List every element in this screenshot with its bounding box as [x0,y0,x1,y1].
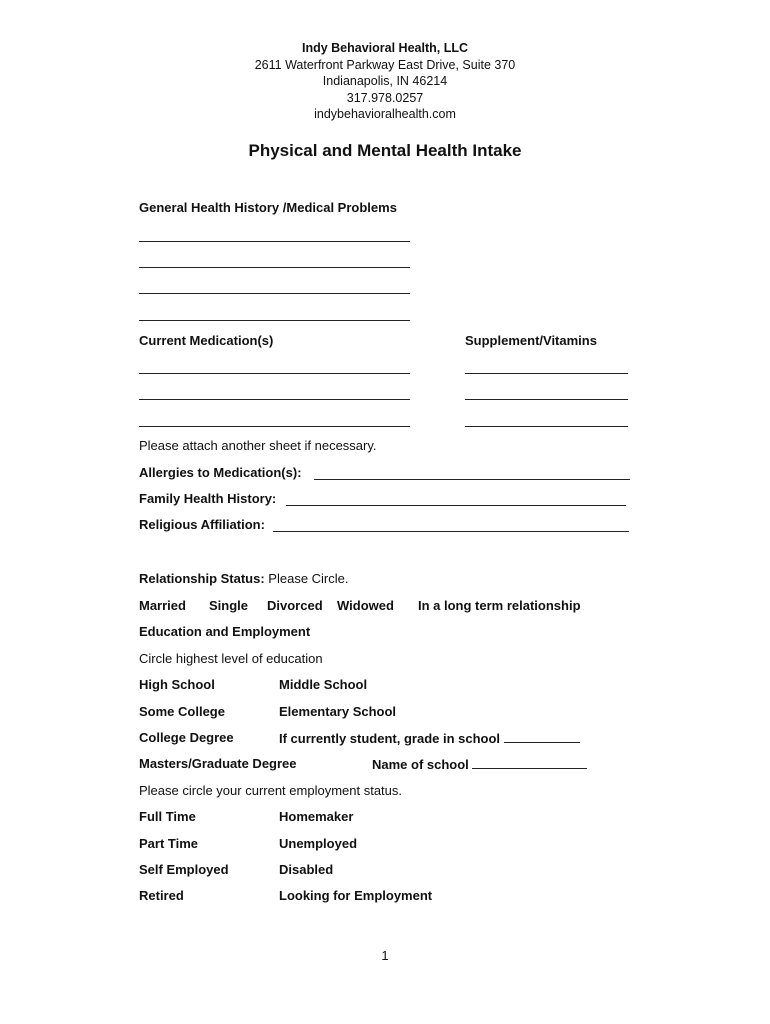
religious-affiliation-label: Religious Affiliation: [139,517,265,532]
education-option-high-school[interactable]: High School [139,677,215,692]
family-history-field[interactable] [286,505,626,506]
family-history-label: Family Health History: [139,491,277,506]
relationship-status-label: Relationship Status: [139,571,265,586]
medication-line-1[interactable] [139,373,410,374]
school-name-label: Name of school [372,757,469,772]
employment-option-homemaker[interactable]: Homemaker [279,809,354,824]
relationship-option-divorced[interactable]: Divorced [267,598,323,613]
org-name: Indy Behavioral Health, LLC [301,41,468,55]
allergies-label: Allergies to Medication(s): [139,465,302,480]
employment-option-looking[interactable]: Looking for Employment [279,888,433,903]
supplement-line-1[interactable] [465,373,628,374]
school-name-row [372,756,587,772]
medication-line-3[interactable] [139,426,410,427]
employment-option-self-employed[interactable]: Self Employed [139,862,229,877]
employment-option-part-time[interactable]: Part Time [139,836,199,851]
religious-affiliation-field[interactable] [273,531,629,532]
employment-option-unemployed[interactable]: Unemployed [279,836,358,851]
employment-instruction: Please circle your current employment status. [139,783,402,798]
relationship-status-line [139,571,349,586]
address-line-2: Indianapolis, IN 46214 [322,74,448,88]
allergies-field[interactable] [314,479,630,480]
relationship-instruction: Please Circle. [264,571,349,586]
attach-note: Please attach another sheet if necessary. [139,438,377,453]
general-health-line-1[interactable] [139,241,410,242]
supplement-line-3[interactable] [465,426,628,427]
form-title: Physical and Mental Health Intake [248,141,522,160]
general-health-heading: General Health History /Medical Problems [139,200,397,215]
employment-option-disabled[interactable]: Disabled [279,862,334,877]
relationship-option-widowed[interactable]: Widowed [337,598,394,613]
employment-option-retired[interactable]: Retired [139,888,184,903]
education-instruction: Circle highest level of education [139,651,323,666]
education-option-elementary-school[interactable]: Elementary School [279,704,397,719]
school-name-field[interactable] [472,756,587,769]
employment-option-full-time[interactable]: Full Time [139,809,196,824]
education-option-middle-school[interactable]: Middle School [279,677,368,692]
relationship-option-long-term[interactable]: In a long term relationship [418,598,581,613]
relationship-option-single[interactable]: Single [209,598,249,613]
website: indybehavioralhealth.com [314,107,456,121]
general-health-line-4[interactable] [139,320,410,321]
education-heading: Education and Employment [139,624,311,639]
supplement-line-2[interactable] [465,399,628,400]
education-option-some-college[interactable]: Some College [139,704,225,719]
general-health-line-2[interactable] [139,267,410,268]
grade-in-school-field[interactable] [504,730,580,743]
medications-heading: Current Medication(s) [139,333,274,348]
current-student-grade-label: If currently student, grade in school [279,731,501,746]
education-option-college-degree[interactable]: College Degree [139,730,234,745]
medication-line-2[interactable] [139,399,410,400]
address-line-1: 2611 Waterfront Parkway East Drive, Suite 370 [254,58,516,72]
education-option-masters[interactable]: Masters/Graduate Degree [139,756,297,771]
current-student-grade-row [279,730,580,746]
supplements-heading: Supplement/Vitamins [465,333,597,348]
page-number: 1 [381,948,389,963]
general-health-line-3[interactable] [139,293,410,294]
phone-number: 317.978.0257 [346,91,424,105]
relationship-option-married[interactable]: Married [139,598,186,613]
